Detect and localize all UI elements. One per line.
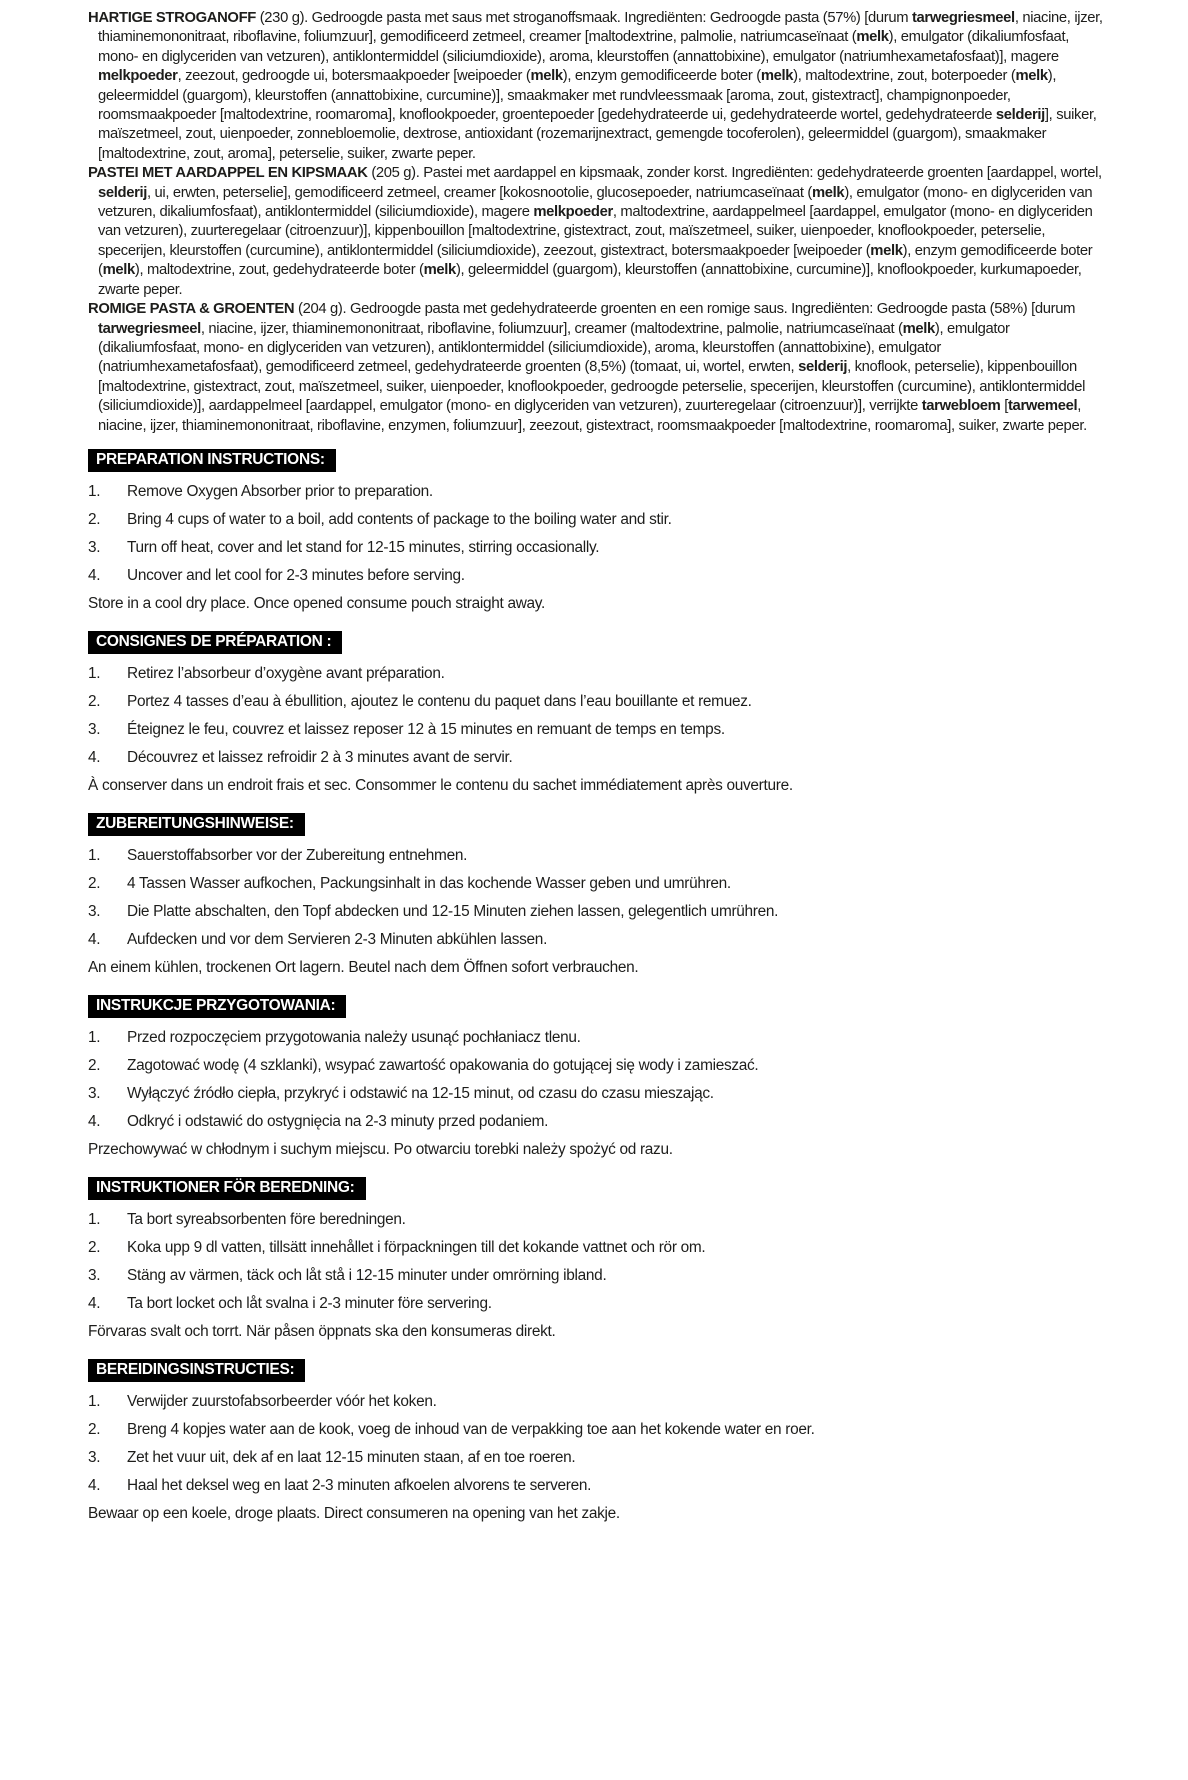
- section-heading-row: [88, 1359, 1106, 1382]
- ingredients-block: [88, 9, 1106, 436]
- section-heading-pl: INSTRUKCJE PRZYGOTOWANIA:: [88, 995, 346, 1018]
- step: Stäng av värmen, täck och låt stå i 12-15 minuter under omrörning ibland.: [127, 1266, 607, 1284]
- section-heading-en: PREPARATION INSTRUCTIONS:: [88, 449, 336, 472]
- storage-note-nl: Bewaar op een koele, droge plaats. Direct consumeren na opening van het zakje.: [88, 1504, 620, 1522]
- steps-list-fr: [88, 660, 1106, 772]
- step: Haal het deksel weg en laat 2-3 minuten afkoelen alvorens te serveren.: [127, 1476, 592, 1494]
- step: Ta bort locket och låt svalna i 2-3 minuter före servering.: [127, 1294, 492, 1312]
- step: Zet het vuur uit, dek af en laat 12-15 minuten staan, af en toe roeren.: [127, 1448, 576, 1466]
- section-preparation-nl: [88, 1359, 1106, 1528]
- step: Die Platte abschalten, den Topf abdecken und 12-15 Minuten ziehen lassen, gelegentlich umrühren.: [127, 902, 779, 920]
- steps-list-de: [88, 842, 1106, 954]
- storage-note-en: Store in a cool dry place. Once opened consume pouch straight away.: [88, 594, 546, 612]
- step: Verwijder zuurstofabsorbeerder vóór het koken.: [127, 1392, 437, 1410]
- step: Ta bort syreabsorbenten före beredningen.: [127, 1210, 406, 1228]
- step: Sauerstoffabsorber vor der Zubereitung entnehmen.: [127, 846, 468, 864]
- section-heading-row: [88, 1177, 1106, 1200]
- storage-note-fr: À conserver dans un endroit frais et sec. Consommer le contenu du sachet immédiatement après ouverture.: [88, 776, 793, 794]
- step: Wyłączyć źródło ciepła, przykryć i odstawić na 12-15 minut, od czasu do czasu mieszając.: [127, 1084, 714, 1102]
- section-heading-nl: BEREIDINGSINSTRUCTIES:: [88, 1359, 305, 1382]
- ingredient-text-romige-pasta: (204 g). Gedroogde pasta met gedehydrateerde groenten en een romige saus. Ingrediënten: Gedroogde pasta (58%) [durum tarwegriesmeel, niacine, ijzer, thiaminemononitraat, riboflavine, foliumzuur], creamer (maltodextrine, palmolie, natriumcaseïnaat (melk), emulgator (dikaliumfosfaat, mono- en diglyceriden van vetzuren), antiklontermiddel (siliciumdioxide), aroma, kleurstoffen (annattobixine), emulgator (natriumhexametafosfaat), gemodificeerd zetmeel, gedehydrateerde groenten (8,5%) (tomaat, ui, wortel, erwten, selderij, knoflook, peterselie), kippenbouillon [maltodextrine, gistextract, zout, maïszetmeel, suiker, uienpoeder, knoflookpoeder, gedroogde peterselie, specerijen, kleurstoffen (curcumine), antiklontermiddel (siliciumdioxide)], aardappelmeel [aardappel, emulgator (mono- en diglyceriden van vetzuren), zuurteregelaar (citroenzuur)], verrijkte tarwebloem [tarwemeel, niacine, ijzer, thiaminemononitraat, riboflavine, enzymen, foliumzuur], zeezout, gistextract, roomsmaakpoeder [maltodextrine, roomaroma], suiker, zwarte peper.: [98, 301, 1087, 434]
- ingredient-paragraph-pastei: [88, 164, 1106, 300]
- steps-list-pl: [88, 1024, 1106, 1136]
- step: 4 Tassen Wasser aufkochen, Packungsinhalt in das kochende Wasser geben und umrühren.: [127, 874, 731, 892]
- step: Portez 4 tasses d’eau à ébullition, ajoutez le contenu du paquet dans l’eau bouillante et remuez.: [127, 692, 752, 710]
- step: Découvrez et laissez refroidir 2 à 3 minutes avant de servir.: [127, 748, 513, 766]
- step: Odkryć i odstawić do ostygnięcia na 2-3 minuty przed podaniem.: [127, 1112, 549, 1130]
- step: Retirez l’absorbeur d’oxygène avant préparation.: [127, 664, 445, 682]
- section-preparation-en: [88, 449, 1106, 618]
- step: Zagotować wodę (4 szklanki), wsypać zawartość opakowania do gotującej się wody i zamieszać.: [127, 1056, 759, 1074]
- section-preparation-de: [88, 813, 1106, 982]
- ingredient-paragraph-stroganoff: [88, 9, 1106, 164]
- step: Remove Oxygen Absorber prior to preparation.: [127, 482, 433, 500]
- section-heading-row: [88, 813, 1106, 836]
- section-heading-de: ZUBEREITUNGSHINWEISE:: [88, 813, 305, 836]
- step: Koka upp 9 dl vatten, tillsätt innehållet i förpackningen till det kokande vattnet och rör om.: [127, 1238, 706, 1256]
- step: Éteignez le feu, couvrez et laissez reposer 12 à 15 minutes en remuant de temps en temps.: [127, 720, 725, 738]
- steps-list-nl: [88, 1388, 1106, 1500]
- product-name-stroganoff: HARTIGE STROGANOFF: [88, 10, 256, 26]
- ingredient-paragraph-romige-pasta: [88, 300, 1106, 436]
- section-heading-row: [88, 631, 1106, 654]
- step: Bring 4 cups of water to a boil, add contents of package to the boiling water and stir.: [127, 510, 672, 528]
- step: Przed rozpoczęciem przygotowania należy usunąć pochłaniacz tlenu.: [127, 1028, 581, 1046]
- section-heading-sv: INSTRUKTIONER FÖR BEREDNING:: [88, 1177, 366, 1200]
- step: Uncover and let cool for 2-3 minutes before serving.: [127, 566, 465, 584]
- steps-list-en: [88, 478, 1106, 590]
- storage-note-sv: Förvaras svalt och torrt. När påsen öppnats ska den konsumeras direkt.: [88, 1322, 556, 1340]
- step: Aufdecken und vor dem Servieren 2-3 Minuten abkühlen lassen.: [127, 930, 548, 948]
- product-name-romige-pasta: ROMIGE PASTA & GROENTEN: [88, 301, 295, 318]
- section-heading-row: [88, 995, 1106, 1018]
- product-name-pastei: PASTEI MET AARDAPPEL EN KIPSMAAK: [88, 165, 368, 182]
- section-preparation-fr: [88, 631, 1106, 800]
- storage-note-pl: Przechowywać w chłodnym i suchym miejscu. Po otwarciu torebki należy spożyć od razu.: [88, 1140, 673, 1158]
- ingredient-text-stroganoff: (230 g). Gedroogde pasta met saus met stroganoffsmaak. Ingrediënten: Gedroogde pasta (57%) [durum tarwegriesmeel, niacine, ijzer, thiaminemononitraat, riboflavine, foliumzuur], gemodificeerd zetmeel, creamer [maltodextrine, palmolie, natriumcaseïnaat (melk), emulgator (dikaliumfosfaat, mono- en diglyceriden van vetzuren), antiklontermiddel (siliciumdioxide), aroma, kleurstoffen (annattobixine), emulgator (natriumhexametafosfaat)], magere melkpoeder, zeezout, gedroogde ui, botersmaakpoeder [weipoeder (melk), enzym gemodificeerde boter (melk), maltodextrine, zout, boterpoeder (melk), geleermiddel (guargom), kleurstoffen (annattobixine, curcumine)], smaakmaker met rundvleessmaak [aroma, zout, gistextract], champignonpoeder, roomsmaakpoeder [maltodextrine, roomaroma], knoflookpoeder, groentepoeder [gedehydrateerde ui, gedehydrateerde wortel, gedehydrateerde selderij], suiker, maïszetmeel, zout, uienpoeder, zonnebloemolie, dextrose, antioxidant (rozemarijnextract, gemengde tocoferolen), geleermiddel (guargom), smaakmaker [maltodextrine, zout, aroma], peterselie, suiker, zwarte peper.: [98, 10, 1103, 162]
- step: Breng 4 kopjes water aan de kook, voeg de inhoud van de verpakking toe aan het kokende water en roer.: [127, 1420, 815, 1438]
- section-heading-row: [88, 449, 1106, 472]
- section-preparation-pl: [88, 995, 1106, 1164]
- storage-note-de: An einem kühlen, trockenen Ort lagern. Beutel nach dem Öffnen sofort verbrauchen.: [88, 958, 639, 976]
- step: Turn off heat, cover and let stand for 12-15 minutes, stirring occasionally.: [127, 538, 600, 556]
- steps-list-sv: [88, 1206, 1106, 1318]
- section-heading-fr: CONSIGNES DE PRÉPARATION :: [88, 631, 342, 654]
- ingredient-text-pastei: (205 g). Pastei met aardappel en kipsmaak, zonder korst. Ingrediënten: gedehydrateerde groenten [aardappel, wortel, selderij, ui, erwten, peterselie], gemodificeerd zetmeel, creamer [kokosnootolie, glucosepoeder, natriumcaseïnaat (melk), emulgator (mono- en diglyceriden van vetzuren, dikaliumfosfaat), antiklontermiddel (siliciumdioxide), magere melkpoeder, maltodextrine, aardappelmeel [aardappel, emulgator (mono- en diglyceriden van vetzuren), zuurteregelaar (citroenzuur)], kippenbouillon [maltodextrine, gistextract, zout, maïszetmeel, suiker, uienpoeder, knoflookpoeder, peterselie, specerijen, kleurstoffen (curcumine), antiklontermiddel (siliciumdioxide), zeezout, gistextract, botersmaakpoeder [weipoeder (melk), enzym gemodificeerde boter (melk), maltodextrine, zout, gedehydrateerde boter (melk), geleermiddel (guargom), kleurstoffen (annattobixine, curcumine)], knoflookpoeder, kurkumapoeder, zwarte peper.: [98, 165, 1102, 298]
- section-preparation-sv: [88, 1177, 1106, 1346]
